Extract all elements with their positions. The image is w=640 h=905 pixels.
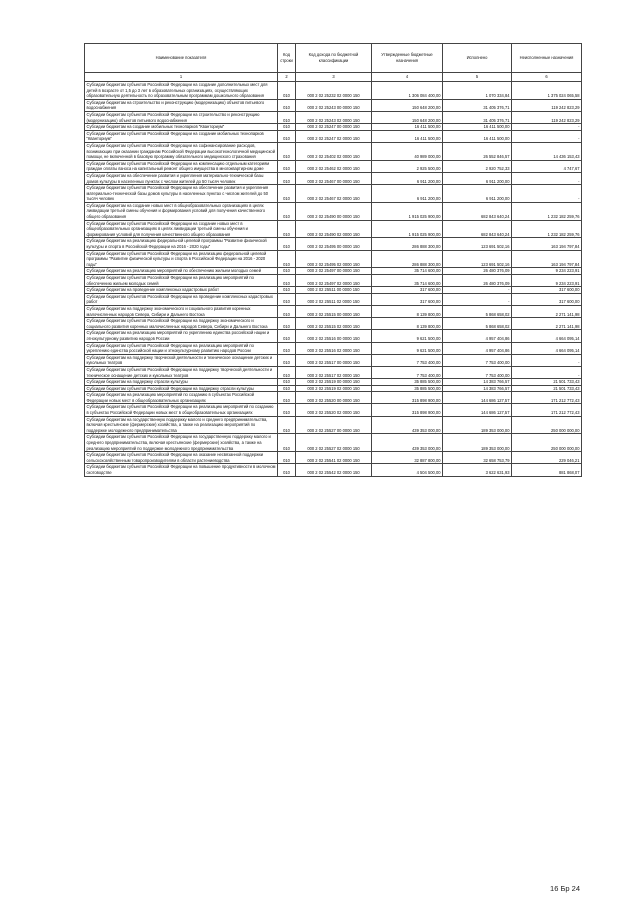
row-unexecuted: 171 212 772,43	[512, 404, 582, 416]
row-line-code: 010	[278, 99, 296, 111]
row-approved: 9 621 500,00	[372, 342, 443, 354]
row-unexecuted: 163 194 797,84	[512, 250, 582, 268]
table-header	[85, 44, 582, 82]
row-unexecuted: 119 242 823,29	[512, 111, 582, 123]
row-income-code: 000 2 02 25517 00 0000 150	[296, 354, 372, 366]
table-row	[85, 160, 582, 172]
row-income-code: 000 2 02 25517 02 0000 150	[296, 366, 372, 378]
table-row	[85, 404, 582, 416]
table-row	[85, 318, 582, 330]
row-name: Субсидии бюджетам на государственную поддержку малого и среднего предпринимательства, включая крестьянские (фермерские) хозяйства, а также на реализацию мероприятий по поддержке молодежного предпринимательства	[85, 416, 278, 434]
row-income-code: 000 2 02 25232 02 0000 150	[296, 82, 372, 100]
row-name: Субсидии бюджетам на поддержку экономического и социального развития коренных малочисленных народов Севера, Сибири и Дальнего Востока	[85, 305, 278, 317]
row-executed: 14 383 766,57	[443, 379, 512, 386]
row-approved: 286 888 300,00	[372, 238, 443, 250]
table-row	[85, 185, 582, 203]
row-name: Субсидии бюджетам субъектов Российской Федерации на обеспечение развития и укрепления материально-технической базы домов культуры в населенных пунктах с числом жителей до 50 тысяч человек	[85, 185, 278, 203]
header-approved: Утвержденные бюджетные назначения	[372, 44, 443, 73]
row-income-code: 000 2 02 25519 02 0000 150	[296, 385, 372, 392]
table-row	[85, 220, 582, 238]
row-name: Субсидии бюджетам субъектов Российской Федерации на реализацию мероприятий по обеспечению жильем молодых семей	[85, 275, 278, 287]
row-name: Субсидии бюджетам субъектов Российской Федерации на создание мобильных технопарков "Кванториум"	[85, 130, 278, 142]
row-approved: 150 648 200,00	[372, 111, 443, 123]
row-approved: 35 885 500,00	[372, 385, 443, 392]
row-income-code: 000 2 02 25467 00 0000 150	[296, 172, 372, 184]
row-unexecuted: 9 234 223,91	[512, 268, 582, 275]
row-name: Субсидии бюджетам на строительство и реконструкцию (модернизацию) объектов питьевого водоснабжения	[85, 99, 278, 111]
row-executed: 2 920 752,33	[443, 160, 512, 172]
row-unexecuted: 21 501 733,43	[512, 379, 582, 386]
row-approved: 439 353 000,00	[372, 416, 443, 434]
row-income-code: 000 2 02 25515 00 0000 150	[296, 305, 372, 317]
row-name: Субсидии бюджетам субъектов Российской Федерации на реализацию мероприятий по созданию в субъектах Российской Федерации новых мест в общеобразовательных организациях	[85, 404, 278, 416]
row-executed: 7 753 400,00	[443, 354, 512, 366]
row-name: Субсидии бюджетам на создание мобильных технопарков "Кванториум"	[85, 124, 278, 131]
row-income-code: 000 2 02 25542 02 0000 150	[296, 464, 372, 476]
table-row	[85, 366, 582, 378]
row-line-code: 010	[278, 287, 296, 294]
row-line-code: 010	[278, 392, 296, 404]
header-code: Код дохода по бюджетной классификации	[296, 44, 372, 73]
row-approved: 16 411 500,00	[372, 130, 443, 142]
row-name: Субсидии бюджетам на реализацию мероприятий по обеспечению жильем молодых семей	[85, 268, 278, 275]
row-income-code: 000 2 02 25243 00 0000 150	[296, 99, 372, 111]
row-executed: 189 353 000,00	[443, 434, 512, 452]
row-executed: 31 405 376,71	[443, 111, 512, 123]
table-row	[85, 238, 582, 250]
row-approved: 7 753 400,00	[372, 354, 443, 366]
row-approved: 8 139 800,00	[372, 318, 443, 330]
row-line-code: 010	[278, 268, 296, 275]
row-approved: 439 353 000,00	[372, 434, 443, 452]
row-name: Субсидии бюджетам на поддержку творческой деятельности и техническое оснащение детских и кукольных театров	[85, 354, 278, 366]
row-approved: 35 714 600,00	[372, 275, 443, 287]
table-row	[85, 342, 582, 354]
column-number: 5	[443, 73, 512, 82]
row-approved: 40 989 000,00	[372, 142, 443, 160]
table-row	[85, 330, 582, 342]
row-line-code: 010	[278, 142, 296, 160]
row-executed: 32 658 753,79	[443, 452, 512, 464]
table-row	[85, 293, 582, 305]
table-row	[85, 275, 582, 287]
table-row	[85, 452, 582, 464]
row-name: Субсидии бюджетам субъектов Российской Федерации на создание новых мест в общеобразовательных организациях в целях ликвидации третьей смены обучения и формирования условий для получения качественного общего образования	[85, 220, 278, 238]
row-line-code: 010	[278, 160, 296, 172]
row-approved: 4 504 500,00	[372, 464, 443, 476]
row-line-code: 010	[278, 275, 296, 287]
table-row	[85, 305, 582, 317]
row-income-code: 000 2 02 25402 02 0000 150	[296, 142, 372, 160]
row-income-code: 000 2 02 25520 00 0000 150	[296, 392, 372, 404]
row-approved: 315 898 900,00	[372, 392, 443, 404]
row-unexecuted: 1 232 182 259,76	[512, 202, 582, 220]
row-line-code: 010	[278, 124, 296, 131]
row-name: Субсидии бюджетам субъектов Российской Федерации на поддержку отрасли культуры	[85, 385, 278, 392]
row-name: Субсидии бюджетам субъектов Российской Федерации на оказание несвязанной поддержки сельскохозяйственным товаропроизводителям в области растениеводства	[85, 452, 278, 464]
row-unexecuted: 4 747,67	[512, 160, 582, 172]
table-row	[85, 142, 582, 160]
row-income-code: 000 2 02 25490 00 0000 150	[296, 202, 372, 220]
row-executed: 26 480 376,09	[443, 268, 512, 275]
row-income-code: 000 2 02 25515 02 0000 150	[296, 318, 372, 330]
table-row	[85, 130, 582, 142]
column-number: 3	[296, 73, 372, 82]
row-executed: 3 622 631,93	[443, 464, 512, 476]
row-executed: 682 843 640,24	[443, 202, 512, 220]
row-line-code: 010	[278, 452, 296, 464]
row-income-code: 000 2 02 25247 02 0000 150	[296, 130, 372, 142]
row-unexecuted: -	[512, 172, 582, 184]
row-executed: 7 753 400,00	[443, 366, 512, 378]
row-name: Субсидии бюджетам субъектов Российской Федерации на повышение продуктивности в молочном скотоводстве	[85, 464, 278, 476]
column-number: 2	[278, 73, 296, 82]
row-unexecuted: -	[512, 185, 582, 203]
header-unexecuted: Неисполненные назначения	[512, 44, 582, 73]
row-unexecuted: 1 375 024 065,58	[512, 82, 582, 100]
table-body	[85, 82, 582, 477]
row-approved: 6 911 200,00	[372, 185, 443, 203]
row-approved: 16 411 500,00	[372, 124, 443, 131]
row-unexecuted: 2 271 141,98	[512, 318, 582, 330]
row-approved: 1 915 025 900,00	[372, 220, 443, 238]
row-approved: 1 306 084 400,00	[372, 82, 443, 100]
row-line-code: 010	[278, 238, 296, 250]
row-unexecuted: 21 501 733,43	[512, 385, 582, 392]
row-income-code: 000 2 02 25497 00 0000 150	[296, 268, 372, 275]
table-row	[85, 124, 582, 131]
row-approved: 35 714 600,00	[372, 268, 443, 275]
row-executed: 144 686 127,57	[443, 392, 512, 404]
row-income-code: 000 2 02 25516 02 0000 150	[296, 342, 372, 354]
row-approved: 35 885 500,00	[372, 379, 443, 386]
row-executed: 16 411 500,00	[443, 130, 512, 142]
row-line-code: 010	[278, 416, 296, 434]
row-line-code: 010	[278, 464, 296, 476]
budget-table	[84, 43, 582, 477]
row-unexecuted: 250 000 000,00	[512, 416, 582, 434]
row-line-code: 010	[278, 366, 296, 378]
table-row	[85, 354, 582, 366]
row-executed: 6 911 200,00	[443, 172, 512, 184]
row-approved: 286 888 300,00	[372, 250, 443, 268]
table-row	[85, 202, 582, 220]
table-row	[85, 172, 582, 184]
row-name: Субсидии бюджетам субъектов Российской Федерации на поддержку творческой деятельности и техническое оснащение детских и кукольных театров	[85, 366, 278, 378]
row-unexecuted: -	[512, 130, 582, 142]
column-number: 6	[512, 73, 582, 82]
row-approved: 317 600,00	[372, 293, 443, 305]
row-executed: 123 691 502,16	[443, 250, 512, 268]
row-executed: -	[443, 293, 512, 305]
row-name: Субсидии бюджетам субъектов Российской Федерации на создание дополнительных мест для детей в возрасте от 1,5 до 3 лет в образовательных организациях, осуществляющих образовательную деятельность по образовательным программам дошкольного образования	[85, 82, 278, 100]
row-executed: 5 868 658,02	[443, 318, 512, 330]
row-line-code: 010	[278, 172, 296, 184]
table-row	[85, 434, 582, 452]
row-name: Субсидии бюджетам на реализацию федеральной целевой программы "Развитие физической культуры и спорта в Российской Федерации на 2016 - 2020 годы"	[85, 238, 278, 250]
row-income-code: 000 2 02 25490 02 0000 150	[296, 220, 372, 238]
row-line-code: 010	[278, 305, 296, 317]
row-executed: 16 411 500,00	[443, 124, 512, 131]
row-unexecuted: 250 000 000,00	[512, 434, 582, 452]
row-income-code: 000 2 02 25519 00 0000 150	[296, 379, 372, 386]
row-name: Субсидии бюджетам на реализацию мероприятий по укреплению единства российской нации и этнокультурному развитию народов России	[85, 330, 278, 342]
row-line-code: 010	[278, 111, 296, 123]
row-executed: 14 383 766,57	[443, 385, 512, 392]
row-executed: 4 957 404,86	[443, 342, 512, 354]
row-name: Субсидии бюджетам на создание новых мест в общеобразовательных организациях в целях ликвидации третьей смены обучения и формирования условий для получения качественного общего образования	[85, 202, 278, 220]
row-income-code: 000 2 02 25511 02 0000 150	[296, 293, 372, 305]
row-income-code: 000 2 02 25516 00 0000 150	[296, 330, 372, 342]
row-income-code: 000 2 02 25495 02 0000 150	[296, 250, 372, 268]
row-line-code: 010	[278, 293, 296, 305]
row-line-code: 010	[278, 220, 296, 238]
row-income-code: 000 2 02 25243 02 0000 150	[296, 111, 372, 123]
row-name: Субсидии бюджетам субъектов Российской Федерации на государственную поддержку малого и среднего предпринимательства, включая крестьянские (фермерские) хозяйства, а также на реализацию мероприятий по поддержке молодежного предпринимательства	[85, 434, 278, 452]
row-line-code: 010	[278, 342, 296, 354]
row-approved: 6 911 200,00	[372, 172, 443, 184]
header-line: Код строки	[278, 44, 296, 73]
table-row	[85, 464, 582, 476]
row-unexecuted: -	[512, 124, 582, 131]
row-line-code: 010	[278, 379, 296, 386]
row-approved: 2 925 500,00	[372, 160, 443, 172]
row-line-code: 010	[278, 185, 296, 203]
table-row	[85, 392, 582, 404]
row-approved: 32 887 800,00	[372, 452, 443, 464]
column-number: 4	[372, 73, 443, 82]
table-row	[85, 99, 582, 111]
row-line-code: 010	[278, 354, 296, 366]
row-income-code: 000 2 02 25247 00 0000 150	[296, 124, 372, 131]
row-executed: 26 552 846,57	[443, 142, 512, 160]
row-income-code: 000 2 02 25497 02 0000 150	[296, 275, 372, 287]
table-row	[85, 250, 582, 268]
row-name: Субсидии бюджетам на реализацию мероприятий по созданию в субъектах Российской Федерации новых мест в общеобразовательных организациях	[85, 392, 278, 404]
row-line-code: 010	[278, 130, 296, 142]
row-unexecuted: -	[512, 366, 582, 378]
row-line-code: 010	[278, 404, 296, 416]
table-row	[85, 287, 582, 294]
report-sheet	[84, 43, 581, 477]
row-name: Субсидии бюджетам субъектов Российской Федерации на поддержку экономического и социального развития коренных малочисленных народов Севера, Сибири и Дальнего Востока	[85, 318, 278, 330]
row-unexecuted: 163 194 797,84	[512, 238, 582, 250]
table-row	[85, 379, 582, 386]
row-executed: 189 353 000,00	[443, 416, 512, 434]
row-unexecuted: 2 271 141,98	[512, 305, 582, 317]
row-unexecuted: 317 600,00	[512, 287, 582, 294]
row-unexecuted: 1 232 182 259,76	[512, 220, 582, 238]
row-approved: 317 600,00	[372, 287, 443, 294]
row-name: Субсидии бюджетам субъектов Российской Федерации на проведение комплексных кадастровых работ	[85, 293, 278, 305]
row-unexecuted: 4 664 095,14	[512, 330, 582, 342]
row-approved: 315 898 900,00	[372, 404, 443, 416]
row-executed: 4 957 404,86	[443, 330, 512, 342]
row-income-code: 000 2 02 25520 02 0000 150	[296, 404, 372, 416]
row-unexecuted: 881 868,07	[512, 464, 582, 476]
column-number: 1	[85, 73, 278, 82]
table-row	[85, 416, 582, 434]
row-name: Субсидии бюджетам на проведение комплексных кадастровых работ	[85, 287, 278, 294]
row-unexecuted: -	[512, 354, 582, 366]
row-line-code: 010	[278, 82, 296, 100]
row-line-code: 010	[278, 318, 296, 330]
row-executed: 5 868 658,02	[443, 305, 512, 317]
row-name: Субсидии бюджетам субъектов Российской Федерации на софинансирование расходов, возникающих при оказании гражданам Российской Федерации высокотехнологичной медицинской помощи, не включенной в базовую программу обязательного медицинского страхования	[85, 142, 278, 160]
table-row	[85, 385, 582, 392]
table-row	[85, 82, 582, 100]
row-line-code: 010	[278, 330, 296, 342]
row-income-code: 000 2 02 25495 00 0000 150	[296, 238, 372, 250]
row-income-code: 000 2 02 25511 00 0000 150	[296, 287, 372, 294]
row-executed: 144 686 127,57	[443, 404, 512, 416]
column-number-row	[85, 73, 582, 82]
row-name: Субсидии бюджетам на поддержку отрасли культуры	[85, 379, 278, 386]
header-executed: Исполнено	[443, 44, 512, 73]
row-name: Субсидии бюджетам субъектов Российской Федерации на компенсацию отдельным категориям граждан оплаты взноса на капитальный ремонт общего имущества в многоквартирном доме	[85, 160, 278, 172]
row-line-code: 010	[278, 250, 296, 268]
row-income-code: 000 2 02 25462 02 0000 150	[296, 160, 372, 172]
row-income-code: 000 2 02 25467 02 0000 150	[296, 185, 372, 203]
row-name: Субсидии бюджетам субъектов Российской Федерации на строительство и реконструкцию (модернизацию) объектов питьевого водоснабжения	[85, 111, 278, 123]
row-unexecuted: 4 664 095,14	[512, 342, 582, 354]
row-executed: 6 911 200,00	[443, 185, 512, 203]
row-name: Субсидии бюджетам субъектов Российской Федерации на реализацию мероприятий по укреплению единства российской нации и этнокультурному развитию народов России	[85, 342, 278, 354]
row-unexecuted: 14 436 153,43	[512, 142, 582, 160]
row-line-code: 010	[278, 385, 296, 392]
row-line-code: 010	[278, 434, 296, 452]
row-income-code: 000 2 02 25527 02 0000 150	[296, 434, 372, 452]
table-row	[85, 111, 582, 123]
row-approved: 9 621 500,00	[372, 330, 443, 342]
row-income-code: 000 2 02 25527 00 0000 150	[296, 416, 372, 434]
row-name: Субсидии бюджетам субъектов Российской Федерации на реализацию федеральной целевой программы "Развитие физической культуры и спорта в Российской Федерации на 2016 - 2020 годы"	[85, 250, 278, 268]
row-executed: 123 691 502,16	[443, 238, 512, 250]
row-executed: 31 405 376,71	[443, 99, 512, 111]
row-unexecuted: 171 212 772,43	[512, 392, 582, 404]
row-approved: 8 139 800,00	[372, 305, 443, 317]
row-approved: 150 648 200,00	[372, 99, 443, 111]
row-unexecuted: 317 600,00	[512, 293, 582, 305]
row-unexecuted: 229 046,21	[512, 452, 582, 464]
row-executed: 682 843 640,24	[443, 220, 512, 238]
row-executed: 1 070 334,84	[443, 82, 512, 100]
row-approved: 1 915 025 900,00	[372, 202, 443, 220]
row-unexecuted: 119 242 823,29	[512, 99, 582, 111]
row-income-code: 000 2 02 25541 02 0000 150	[296, 452, 372, 464]
row-approved: 7 753 400,00	[372, 366, 443, 378]
row-executed: -	[443, 287, 512, 294]
row-unexecuted: 9 234 223,91	[512, 275, 582, 287]
page-number: 16 Бр 24	[550, 884, 580, 893]
row-name: Субсидии бюджетам на обеспечение развития и укрепления материально-технической базы домов культуры в населенных пунктах с числом жителей до 50 тысяч человек	[85, 172, 278, 184]
row-line-code: 010	[278, 202, 296, 220]
row-executed: 26 480 376,09	[443, 275, 512, 287]
table-row	[85, 268, 582, 275]
header-name: Наименование показателя	[85, 44, 278, 73]
